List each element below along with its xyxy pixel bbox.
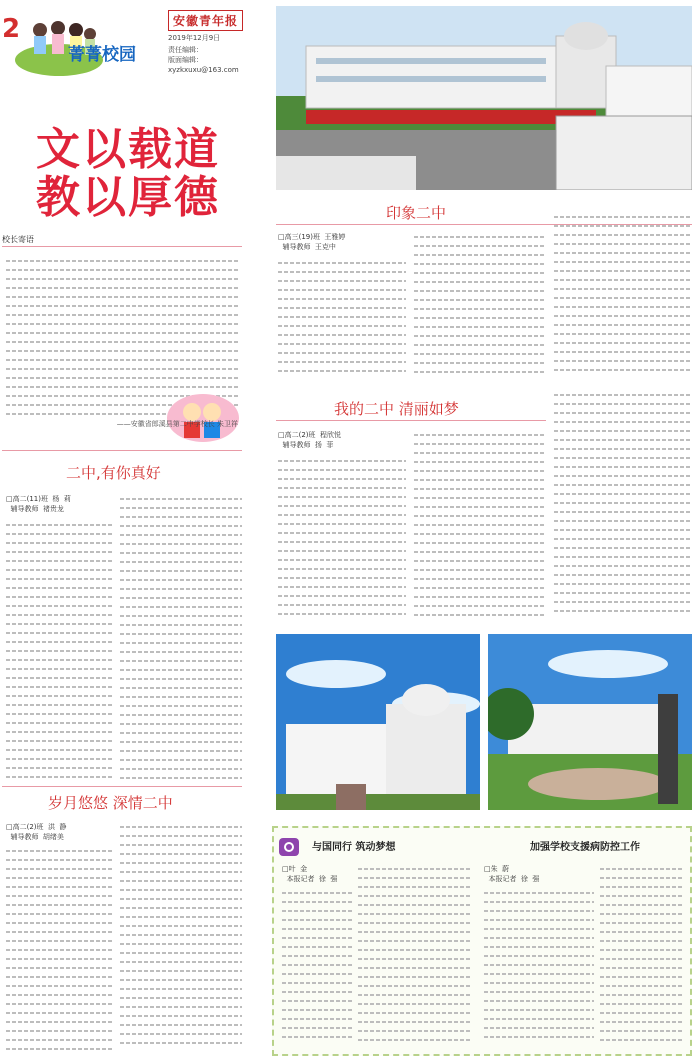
divider: [2, 786, 242, 787]
divider: [2, 450, 242, 451]
contact-email: xyzkxuxu@163.com: [168, 66, 239, 74]
newspaper-name: 安徽青年报: [168, 10, 243, 31]
issue-date: 2019年12月9日: [168, 34, 221, 42]
article-4-byline: □高二(2)班 洪 静 辅导教师 胡绪美: [6, 823, 67, 841]
box-1-text-col1: [282, 888, 352, 1046]
box-2-byline: □朱 蔚 本报记者 徐 强: [484, 865, 540, 883]
box-1-byline: □叶 金 本报记者 徐 强: [282, 865, 338, 883]
box-1-title: 与国同行 筑动梦想: [312, 842, 396, 853]
main-title-line1: 文以载道: [36, 124, 220, 175]
editor-label: 责任编辑：: [168, 46, 203, 54]
box-2-text-col1: [484, 888, 594, 1046]
article-1-title: 二中,有你真好: [66, 464, 161, 482]
article-3-title: 我的二中 清丽如梦: [334, 400, 459, 418]
article-2-text-col3: [554, 212, 690, 382]
principal-column-heading: 校长寄语: [2, 235, 34, 244]
article-1-byline: □高二(11)班 杨 莉 辅导教师 褚贵龙: [6, 495, 71, 513]
article-4-text-col2: [120, 822, 242, 1054]
principal-column-author: ——安徽省郎溪县第二中学校长 朱卫祥: [116, 420, 238, 428]
page-number: 2: [2, 14, 21, 44]
article-3-text-col1: [278, 456, 406, 622]
article-2-byline: □高三(19)班 王雅婷 辅导教师 王克中: [278, 233, 346, 251]
box-1-text-col2: [358, 864, 470, 1046]
article-1-text-col1: [6, 520, 114, 782]
campus-garden-photo: [488, 634, 692, 810]
article-2-title: 印象二中: [386, 204, 447, 222]
observatory-photo: [276, 634, 480, 810]
main-title-line2: 教以厚德: [36, 172, 220, 223]
box-2-title: 加强学校支援病防控工作: [530, 842, 640, 853]
divider: [2, 246, 242, 247]
cartoon-illustration: [164, 386, 242, 444]
divider: [276, 420, 546, 421]
camera-icon: [278, 832, 300, 858]
section-name: 菁菁校园: [68, 45, 136, 65]
box-2-text-col2: [600, 864, 682, 1046]
article-2-text-col2: [414, 232, 546, 382]
article-3-text-col2: [414, 430, 546, 622]
article-2-text-col1: [278, 258, 406, 382]
article-4-title: 岁月悠悠 深情二中: [48, 794, 173, 812]
article-3-text-col3: [554, 390, 690, 622]
designer-label: 版面编辑：: [168, 56, 203, 64]
article-1-text-col2: [120, 494, 242, 782]
article-3-byline: □高二(2)班 程欣悦 辅导教师 扬 菲: [278, 431, 341, 449]
school-gate-photo: [276, 6, 692, 190]
article-4-text-col1: [6, 846, 114, 1054]
